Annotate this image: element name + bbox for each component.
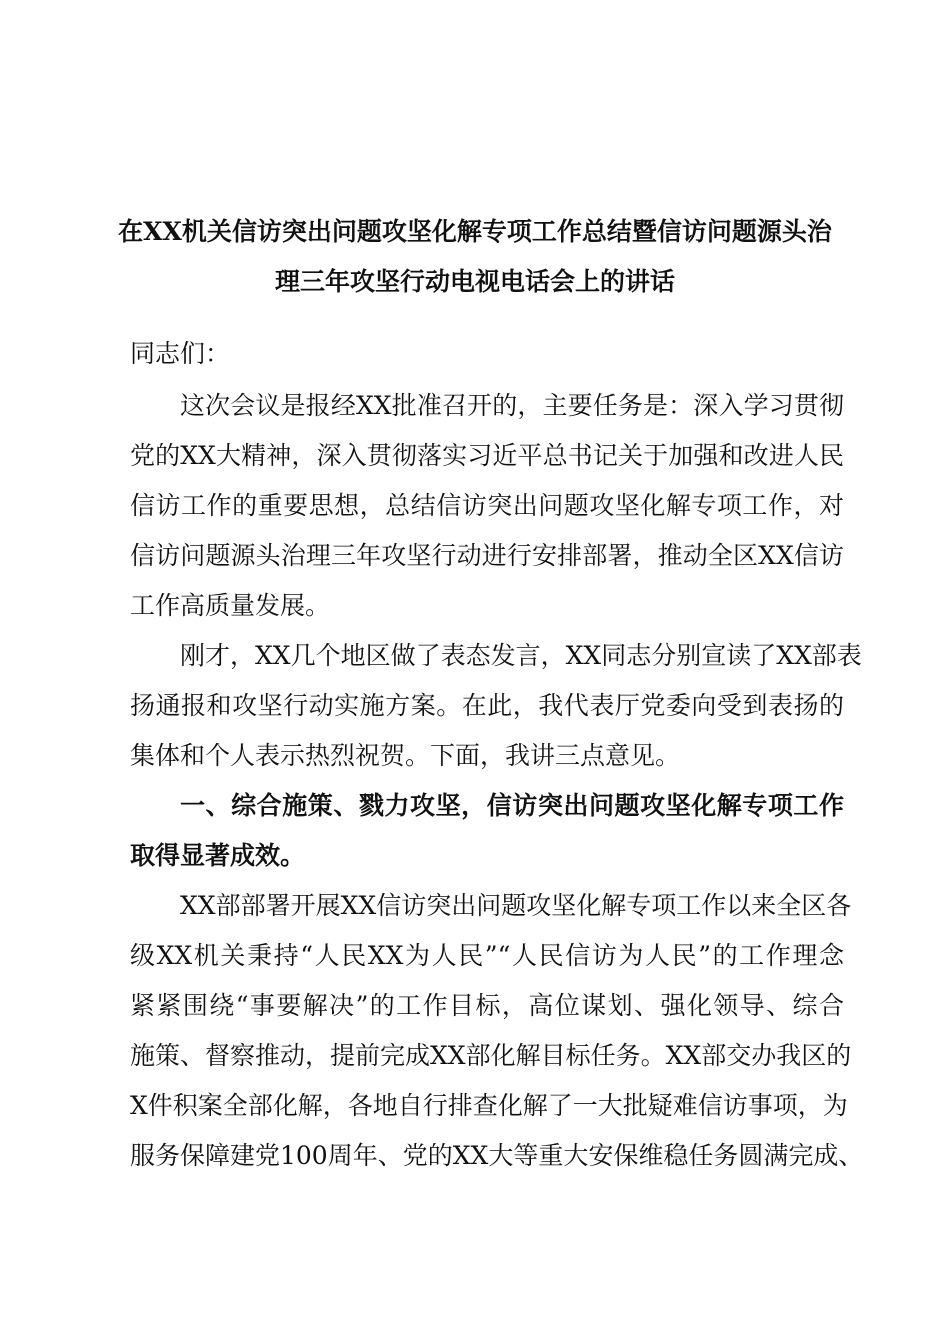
paragraph-3-line: 紧紧围绕“事要解决”的工作目标，高位谋划、强化领导、综合 <box>130 991 844 1020</box>
paragraph-3-line: 级XX机关秉持“人民XX为人民”“人民信访为人民”的工作理念 <box>130 941 844 970</box>
section-heading-1-line: 取得显著成效。 <box>130 841 306 870</box>
paragraph-1-line: 党的XX大精神，深入贯彻落实习近平总书记关于加强和改进人民 <box>130 441 844 470</box>
paragraph-2-line: 扬通报和攻坚行动实施方案。在此，我代表厅党委向受到表扬的 <box>130 691 844 720</box>
paragraph-3-line: XX部部署开展XX信访突出问题攻坚化解专项工作以来全区各 <box>180 891 852 920</box>
paragraph-3-line: 施策、督察推动，提前完成XX部化解目标任务。XX部交办我区的 <box>130 1041 852 1070</box>
salutation: 同志们： <box>130 339 231 368</box>
paragraph-2-line: 集体和个人表示热烈祝贺。下面，我讲三点意见。 <box>130 741 681 770</box>
paragraph-3-line: 服务保障建党100周年、党的XX大等重大安保维稳任务圆满完成、 <box>130 1141 864 1170</box>
paragraph-2-line: 刚才，XX几个地区做了表态发言，XX同志分别宣读了XX部表 <box>180 641 862 670</box>
paragraph-1-line: 这次会议是报经XX批准召开的，主要任务是：深入学习贯彻 <box>180 391 844 420</box>
section-heading-1-line: 一、综合施策、戮力攻坚，信访突出问题攻坚化解专项工作 <box>180 791 844 820</box>
paragraph-1-line: 信访工作的重要思想，总结信访突出问题攻坚化解专项工作，对 <box>130 491 844 520</box>
paragraph-1-line: 工作高质量发展。 <box>130 591 331 620</box>
document-title-line-1: 在XX机关信访突出问题攻坚化解专项工作总结暨信访问题源头治 <box>118 217 832 246</box>
paragraph-3-line: X件积案全部化解，各地自行排查化解了一大批疑难信访事项，为 <box>130 1091 848 1120</box>
paragraph-1-line: 信访问题源头治理三年攻坚行动进行安排部署，推动全区XX信访 <box>130 541 844 570</box>
document-title-line-2: 理三年攻坚行动电视电话会上的讲话 <box>274 267 675 296</box>
